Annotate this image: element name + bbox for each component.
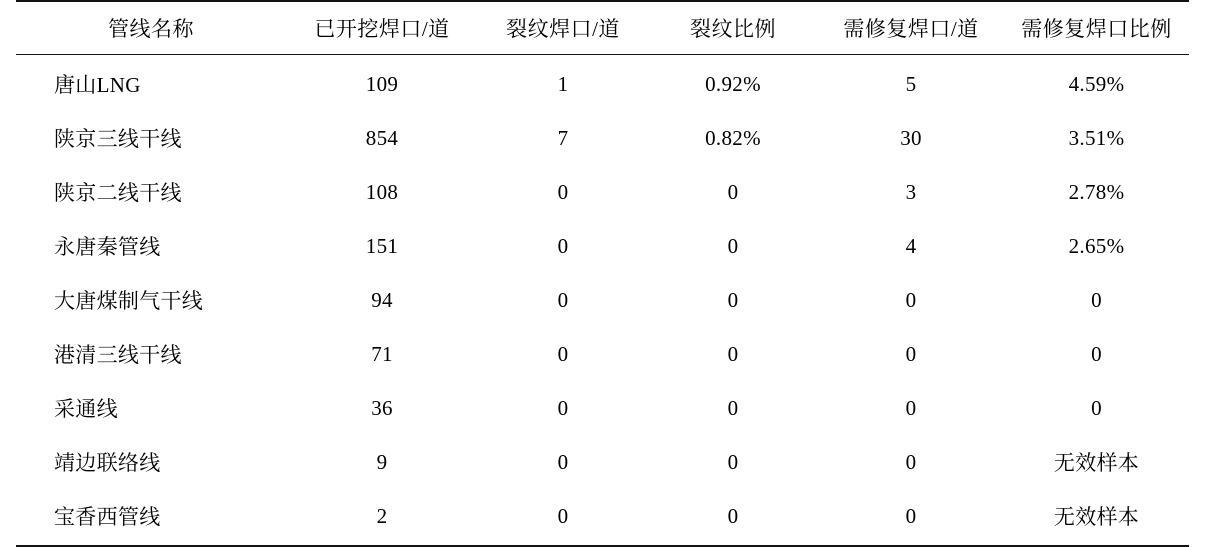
cell-repair-ratio: 0 (1091, 287, 1102, 312)
cell-repair-welds: 0 (905, 449, 917, 474)
cell-repair-welds: 4 (905, 233, 917, 258)
table-row (16, 111, 1189, 165)
cell-crack-ratio: 0 (727, 341, 739, 366)
cell-repair-welds: 0 (905, 341, 917, 366)
cell-crack-ratio: 0 (727, 179, 739, 204)
table-row (16, 273, 1189, 327)
cell-repair-ratio: 0 (1091, 395, 1102, 420)
cell-repair-welds: 0 (905, 287, 917, 312)
cell-repair-welds: 3 (905, 179, 917, 204)
cell-repair-ratio: 2.65% (1068, 233, 1125, 258)
cell-cracked-welds: 1 (557, 71, 569, 96)
cell-excavated-welds: 9 (376, 449, 388, 474)
cell-pipeline-name: 宝香西管线 (54, 505, 161, 529)
cell-crack-ratio: 0.82% (705, 125, 761, 150)
table-row (16, 55, 1189, 112)
cell-cracked-welds: 0 (557, 233, 569, 258)
cell-excavated-welds: 151 (365, 233, 399, 258)
cell-repair-ratio: 2.78% (1068, 179, 1125, 204)
cell-crack-ratio: 0 (727, 233, 739, 258)
cell-pipeline-name: 靖边联络线 (54, 451, 161, 475)
cell-cracked-welds: 0 (557, 449, 569, 474)
cell-crack-ratio: 0.92% (705, 71, 761, 96)
table-row (16, 489, 1189, 546)
column-header-pipeline-name: 管线名称 (108, 17, 194, 41)
cell-cracked-welds: 7 (557, 125, 569, 150)
cell-pipeline-name: 港清三线干线 (54, 343, 182, 367)
cell-cracked-welds: 0 (557, 503, 569, 528)
cell-crack-ratio: 0 (727, 503, 739, 528)
cell-cracked-welds: 0 (557, 395, 569, 420)
cell-crack-ratio: 0 (727, 287, 739, 312)
cell-cracked-welds: 0 (557, 341, 569, 366)
table-row (16, 219, 1189, 273)
cell-crack-ratio: 0 (727, 449, 739, 474)
table-body (16, 55, 1189, 547)
table-row (16, 435, 1189, 489)
cell-repair-ratio: 无效样本 (1053, 505, 1140, 529)
column-header-cracked-welds: 裂纹焊口/道 (506, 17, 620, 41)
cell-repair-ratio: 4.59% (1068, 71, 1125, 96)
cell-excavated-welds: 94 (371, 287, 393, 312)
cell-excavated-welds: 71 (371, 341, 393, 366)
table-row (16, 381, 1189, 435)
cell-cracked-welds: 0 (557, 287, 569, 312)
table-header-row (16, 1, 1189, 55)
cell-pipeline-name: 大唐煤制气干线 (54, 289, 204, 313)
cell-repair-ratio: 0 (1091, 341, 1102, 366)
cell-pipeline-name: 永唐秦管线 (54, 235, 161, 259)
table-header (16, 1, 1189, 55)
cell-excavated-welds: 36 (371, 395, 393, 420)
cell-crack-ratio: 0 (727, 395, 739, 420)
column-header-crack-ratio: 裂纹比例 (690, 17, 776, 41)
cell-repair-welds: 30 (900, 125, 922, 150)
table-row (16, 327, 1189, 381)
cell-pipeline-name: 陕京二线干线 (54, 181, 182, 205)
cell-repair-welds: 0 (905, 395, 917, 420)
column-header-excavated-welds: 已开挖焊口/道 (314, 17, 450, 41)
cell-excavated-welds: 108 (365, 179, 399, 204)
cell-pipeline-name: 陕京三线干线 (54, 127, 182, 151)
cell-repair-ratio: 无效样本 (1053, 451, 1140, 475)
column-header-repair-ratio: 需修复焊口比例 (1021, 17, 1172, 41)
column-header-repair-welds: 需修复焊口/道 (843, 17, 979, 41)
cell-excavated-welds: 109 (365, 71, 399, 96)
cell-repair-ratio: 3.51% (1068, 125, 1125, 150)
cell-excavated-welds: 2 (376, 503, 388, 528)
cell-pipeline-name: 采通线 (54, 397, 118, 421)
table-row (16, 165, 1189, 219)
cell-pipeline-name: 唐山LNG (54, 73, 141, 97)
cell-repair-welds: 5 (905, 71, 917, 96)
cell-excavated-welds: 854 (365, 125, 399, 150)
cell-cracked-welds: 0 (557, 179, 569, 204)
pipeline-weld-table (16, 0, 1189, 547)
cell-repair-welds: 0 (905, 503, 917, 528)
